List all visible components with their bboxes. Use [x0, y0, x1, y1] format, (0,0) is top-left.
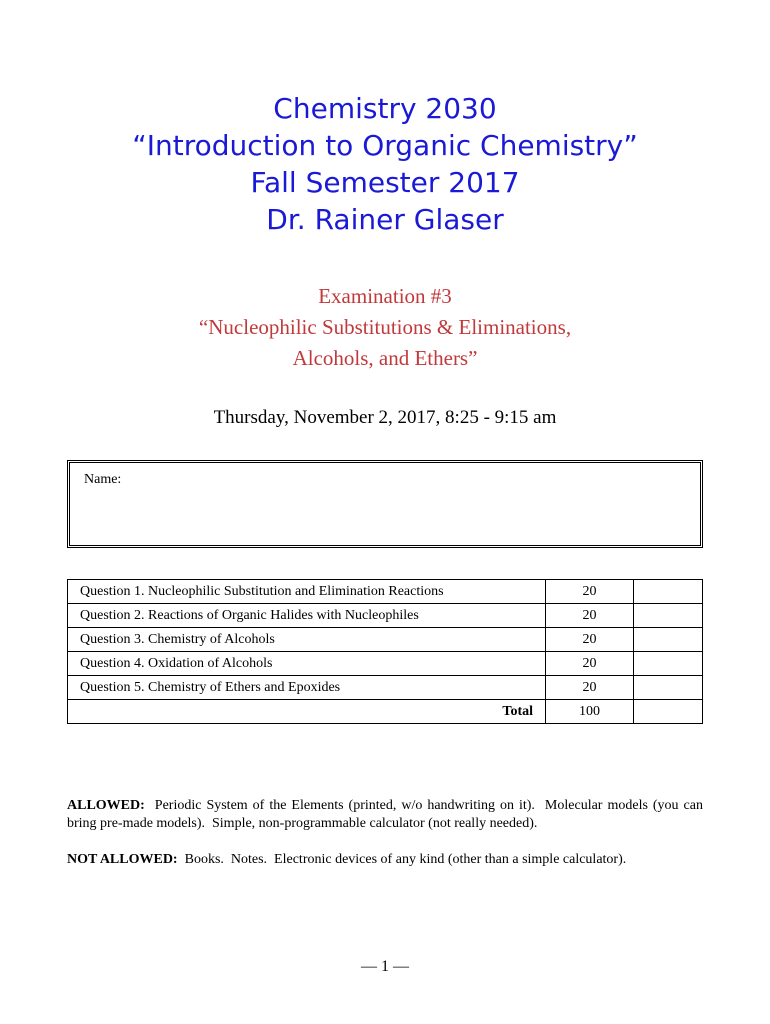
question-label: Question 4. Oxidation of Alcohols — [68, 652, 546, 676]
score-cell[interactable] — [634, 652, 703, 676]
semester: Fall Semester 2017 — [250, 166, 520, 199]
page-number: — 1 — — [361, 958, 409, 975]
name-label: Name: — [84, 472, 122, 487]
allowed-label: ALLOWED: — [67, 798, 145, 813]
table-row — [68, 628, 703, 652]
not-allowed-text: Books. Notes. Electronic devices of any kind (other than a simple calculator). — [177, 852, 627, 867]
not-allowed-label: NOT ALLOWED: — [67, 852, 178, 867]
exam-datetime: Thursday, November 2, 2017, 8:25 - 9:15 am — [213, 407, 557, 428]
total-score-cell[interactable] — [634, 700, 703, 724]
score-cell[interactable] — [634, 604, 703, 628]
course-header — [0, 90, 770, 238]
question-points: 20 — [546, 652, 634, 676]
total-points: 100 — [546, 700, 634, 724]
question-label: Question 3. Chemistry of Alcohols — [68, 628, 546, 652]
exam-number: Examination #3 — [318, 284, 452, 308]
table-row — [68, 652, 703, 676]
total-row — [68, 700, 703, 724]
question-points: 20 — [546, 580, 634, 604]
table-row — [68, 676, 703, 700]
name-field[interactable] — [67, 460, 703, 548]
table-row — [68, 580, 703, 604]
score-cell[interactable] — [634, 628, 703, 652]
question-points: 20 — [546, 604, 634, 628]
allowed-rules — [67, 797, 707, 833]
question-points: 20 — [546, 628, 634, 652]
question-label: Question 1. Nucleophilic Substitution and Elimination Reactions — [68, 580, 546, 604]
score-cell[interactable] — [634, 676, 703, 700]
instructor: Dr. Rainer Glaser — [266, 203, 504, 236]
question-points: 20 — [546, 676, 634, 700]
score-table — [67, 579, 703, 724]
question-label: Question 5. Chemistry of Ethers and Epoxides — [68, 676, 546, 700]
total-label: Total — [68, 700, 546, 724]
table-row — [68, 604, 703, 628]
exam-topic-line2: Alcohols, and Ethers” — [292, 346, 478, 370]
allowed-text: Periodic System of the Elements (printed, w/o handwriting on it). Molecular models (you can bring pre-made models). Simple, non-programmable calculator (not really needed). — [67, 798, 707, 831]
course-title: “Introduction to Organic Chemistry” — [132, 129, 638, 162]
exam-topic-line1: “Nucleophilic Substitutions & Eliminations, — [198, 315, 572, 339]
exam-info — [0, 281, 770, 374]
question-label: Question 2. Reactions of Organic Halides with Nucleophiles — [68, 604, 546, 628]
not-allowed-rules — [67, 851, 703, 869]
score-cell[interactable] — [634, 580, 703, 604]
course-number: Chemistry 2030 — [273, 92, 497, 125]
